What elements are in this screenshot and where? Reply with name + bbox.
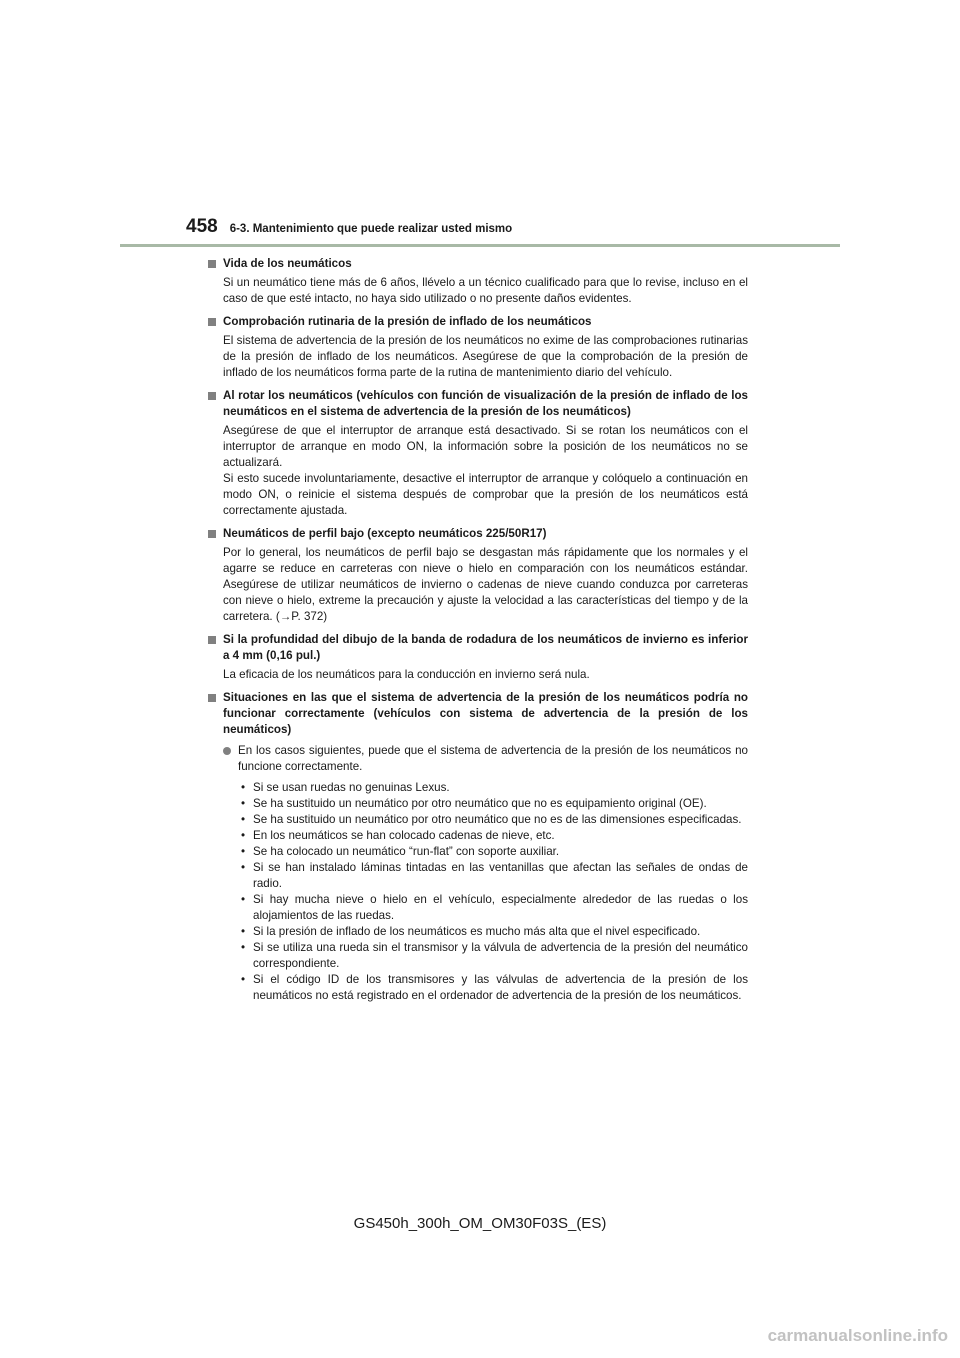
square-bullet-icon (208, 392, 216, 400)
watermark: carmanualsonline.info (767, 1326, 948, 1345)
dot-list (208, 780, 748, 1004)
list-item-text: Se ha colocado un neumático “run-flat” con soporte auxiliar. (253, 845, 560, 858)
list-item-text: Si la presión de inflado de los neumáticos es mucho más alta que el nivel especificado. (253, 925, 701, 938)
circle-item-text: En los casos siguientes, puede que el sistema de advertencia de la presión de los neumáticos no funcione correctamente. (238, 744, 748, 773)
dot-bullet-icon: • (241, 925, 246, 938)
list-item (208, 860, 748, 892)
page-header (186, 216, 512, 238)
square-bullet-icon (208, 530, 216, 538)
page-number: 458 (186, 216, 218, 237)
list-item-text: Si se han instalado láminas tintadas en las ventanillas que afectan las señales de ondas de radio. (253, 861, 748, 890)
section-routine-check (208, 314, 748, 381)
section-paragraph: La eficacia de los neumáticos para la conducción en invierno será nula. (223, 668, 590, 681)
circle-bullet-icon (223, 747, 231, 755)
dot-bullet-icon: • (241, 813, 246, 826)
circle-list-item (208, 743, 748, 775)
list-item (208, 844, 748, 860)
section-low-profile (208, 526, 748, 625)
list-item (208, 940, 748, 972)
section-title: 6-3. Mantenimiento que puede realizar usted mismo (229, 223, 513, 235)
dot-bullet-icon: • (241, 861, 246, 874)
list-item-text: Si el código ID de los transmisores y las válvulas de advertencia de la presión de los neumáticos no está registrado en el ordenador de advertencia de la presión de los neumáticos. (253, 973, 748, 1002)
list-item (208, 892, 748, 924)
dot-bullet-icon: • (241, 829, 246, 842)
dot-bullet-icon: • (241, 973, 246, 986)
list-item-text: En los neumáticos se han colocado cadenas de nieve, etc. (253, 829, 555, 842)
section-heading: Comprobación rutinaria de la presión de inflado de los neumáticos (223, 315, 592, 328)
section-tire-life (208, 256, 748, 307)
section-heading: Situaciones en las que el sistema de advertencia de la presión de los neumáticos podría no funcionar correctamente (vehículos con sistema de advertencia de la presión de los neumáticos) (223, 691, 748, 736)
dot-bullet-icon: • (241, 797, 246, 810)
list-item-text: Se ha sustituido un neumático por otro neumático que no es de las dimensiones especificadas. (253, 813, 742, 826)
dot-bullet-icon: • (241, 941, 246, 954)
list-item (208, 796, 748, 812)
list-item-text: Se ha sustituido un neumático por otro neumático que no es equipamiento original (OE). (253, 797, 707, 810)
list-item (208, 812, 748, 828)
list-item (208, 828, 748, 844)
square-bullet-icon (208, 636, 216, 644)
section-paragraph: El sistema de advertencia de la presión de los neumáticos no exime de las comprobaciones rutinarias de la presión de inflado de los neumáticos. Asegúrese de que la comprobación de la presión de inflado de los neumáticos forma parte de la rutina de mantenimiento diario del vehículo. (223, 334, 748, 379)
dot-bullet-icon: • (241, 781, 246, 794)
dot-bullet-icon: • (241, 845, 246, 858)
footer-doc-code: GS450h_300h_OM_OM30F03S_(ES) (353, 1215, 607, 1232)
section-winter-tread (208, 632, 748, 683)
section-tpws-malfunction (208, 690, 748, 1004)
dot-bullet-icon: • (241, 893, 246, 906)
list-item-text: Si hay mucha nieve o hielo en el vehículo, especialmente alrededor de las ruedas o los alojamientos de las ruedas. (253, 893, 748, 922)
list-item (208, 780, 748, 796)
square-bullet-icon (208, 318, 216, 326)
section-heading: Si la profundidad del dibujo de la banda de rodadura de los neumáticos de invierno es inferior a 4 mm (0,16 pul.) (223, 633, 748, 662)
section-paragraph: Asegúrese de que el interruptor de arranque está desactivado. Si se rotan los neumáticos con el interruptor de arranque en modo ON, la información sobre la posición de los neumáticos no se actualizará. (223, 424, 748, 469)
section-paragraph: Si un neumático tiene más de 6 años, llévelo a un técnico cualificado para que lo revise, incluso en el caso de que esté intacto, no haya sido utilizado o no presente daños evidentes. (223, 276, 748, 305)
section-tire-rotation (208, 388, 748, 519)
section-paragraph: Si esto sucede involuntariamente, desactive el interruptor de arranque y colóquelo a continuación en modo ON, o reinicie el sistema después de comprobar que la presión de los neumáticos está correctamente ajustada. (223, 472, 748, 517)
section-heading: Al rotar los neumáticos (vehículos con función de visualización de la presión de inflado de los neumáticos en el sistema de advertencia de la presión de los neumáticos) (223, 389, 748, 418)
list-item-text: Si se usan ruedas no genuinas Lexus. (253, 781, 450, 794)
square-bullet-icon (208, 694, 216, 702)
section-heading: Neumáticos de perfil bajo (excepto neumáticos 225/50R17) (223, 527, 547, 540)
section-heading: Vida de los neumáticos (223, 257, 352, 270)
header-divider (120, 244, 840, 247)
list-item (208, 972, 748, 1004)
list-item-text: Si se utiliza una rueda sin el transmisor y la válvula de advertencia de la presión del neumático correspondiente. (253, 941, 748, 970)
square-bullet-icon (208, 260, 216, 268)
section-paragraph: Por lo general, los neumáticos de perfil bajo se desgastan más rápidamente que los normales y el agarre se reduce en carreteras con nieve o hielo en comparación con los neumáticos estándar. Asegúrese de utilizar neumáticos de invierno o cadenas de nieve cuando conduzca por carreteras con nieve o hielo, extreme la precaución y ajuste la velocidad a las características del tiempo y de la carretera. (→P. 372) (223, 546, 748, 623)
page-content (208, 256, 748, 1011)
list-item (208, 924, 748, 940)
